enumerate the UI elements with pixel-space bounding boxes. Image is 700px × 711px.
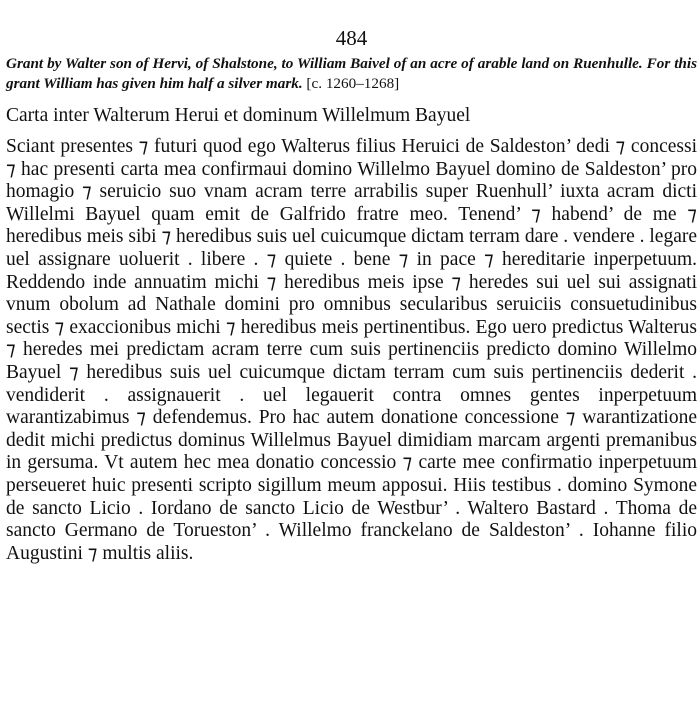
charter-date: [c. 1260–1268]: [306, 75, 400, 92]
summary-text: Grant by Walter son of Hervi, of Shalstone, to William Baivel of an acre of arable land on Ruenhulle. For this grant William has given him half a silver mark.: [6, 55, 697, 92]
charter-summary: [6, 54, 697, 94]
charter-heading: Carta inter Walterum Herui et dominum Willelmum Bayuel: [6, 105, 471, 126]
charter-body: Sciant presentes ⁊ futuri quod ego Walterus filius Heruici de Saldeston’ dedi ⁊ concessi ⁊ hac presenti carta mea confirmaui domino Willelmo Bayuel domino de Saldeston’ pro homagio ⁊ seruicio suo vnam acram terre arrabilis super Ruenhull’ iuxta acram dicti Willelmi Bayuel quam emit de Galfrido fratre meo. Tenend’ ⁊ habend’ de me ⁊ heredibus meis sibi ⁊ heredibus suis uel cuicumque dictam terram dare . vendere . legare uel assignare uoluerit . libere . ⁊ quiete . bene ⁊ in pace ⁊ hereditarie inperpetuum. Reddendo inde annuatim michi ⁊ heredibus meis ipse ⁊ heredes sui uel sui assignati vnum obolum ad Nathale domini pro omnibus secularibus seruiciis consuetudinibus sectis ⁊ exaccionibus michi ⁊ heredibus meis pertinentibus. Ego uero predictus Walterus ⁊ heredes mei predictam acram terre cum suis pertinenciis predicto domino Willelmo Bayuel ⁊ heredibus suis uel cuicumque dictam terram cum suis pertinenciis dederit . vendiderit . assignauerit . uel legauerit contra omnes gentes inperpetuum warantizabimus ⁊ defendemus. Pro hac autem donatione concessione ⁊ warantizatione dedit michi predictus dominus Willelmus Bayuel dimidiam marcam argenti premanibus in gersuma. Vt autem hec mea donatio concessio ⁊ carte mee confirmatio inperpetuum perseueret huic presenti scripto sigillum meum apposui. Hiis testibus . domino Symone de sancto Licio . Iordano de sancto Licio de Westbur’ . Waltero Bastard . Thoma de sancto Germano de Torueston’ . Willelmo franckelano de Saldeston’ . Iohanne filio Augustini ⁊ multis aliis.: [6, 136, 697, 564]
page-number: 484: [335, 26, 368, 50]
